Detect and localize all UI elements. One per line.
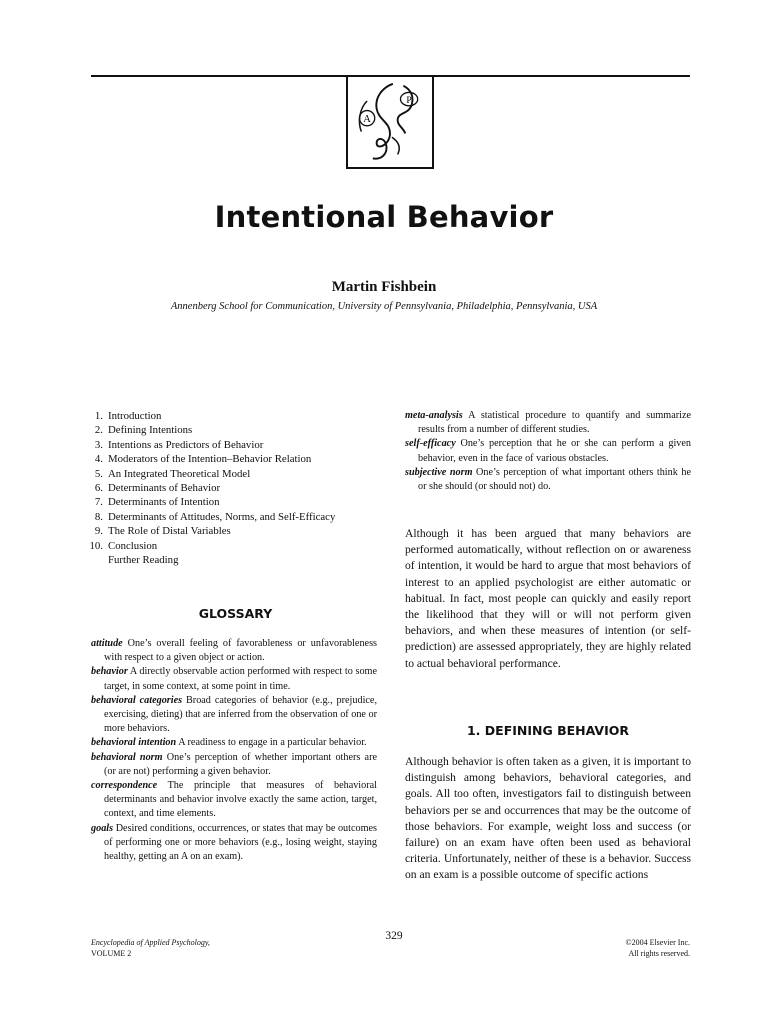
toc-item[interactable]: 9. The Role of Distal Variables [94,525,231,538]
glossary-list-continued [405,409,691,494]
glossary-entry: subjective norm One’s perception of what important others think he or she should (or should not) do. [405,466,691,493]
glossary-entry: correspondence The principle that measures of behavioral determinants and behavior involve exactly the same action, target, context, and time elements. [91,780,377,820]
toc-further-reading[interactable]: Further Reading [108,554,179,567]
glossary-entry: behavioral intention A readiness to engage in a particular behavior. [91,737,367,749]
toc-item[interactable]: 1. Introduction [94,410,162,422]
glossary-heading: GLOSSARY [198,606,273,621]
toc-item[interactable]: 6. Determinants of Behavior [94,482,221,495]
section-heading-defining-behavior: 1. DEFINING BEHAVIOR [466,723,630,738]
footer-volume: VOLUME 2 [91,949,132,958]
table-of-contents [89,409,379,567]
encyclopedia-face-logo-icon [346,77,434,169]
footer-rights-line: All rights reserved. [628,949,690,958]
footer-copyright-line: ©2004 Elsevier Inc. [625,938,690,947]
glossary-entry: attitude One’s overall feeling of favorableness or unfavorableness with respect to a given object or action. [91,638,377,664]
glossary-entry: behavioral norm One’s perception of whether important others are (or are not) performing a given behavior. [91,751,377,777]
page-number: 329 [385,930,403,942]
glossary-list [91,637,377,864]
toc-item[interactable]: 10. Conclusion [89,539,158,552]
toc-item[interactable]: 5. An Integrated Theoretical Model [94,467,251,480]
glossary-entry: behavioral categories Broad categories of behavior (e.g., prejudice, exercising, dieting) that are inferred from the observation of one or more behaviors. [91,694,377,735]
footer-encyclopedia: Encyclopedia of Applied Psychology, [91,938,210,947]
toc-item[interactable]: 3. Intentions as Predictors of Behavior [94,438,264,451]
section-paragraph: Although behavior is often taken as a given, it is important to distinguish among behaviors, behavioral categories, and goals. All too often, investigators fail to distinguish between behaviors per se and occurrences that may be the outcome of those behaviors. For example, weight loss and success (or failure) on an exam have often been used as behavioral criteria. Unfortunately, neither of these is a behavior. Success on an exam is a possible outcome of specific actions [405,755,691,882]
toc-item[interactable]: 7. Determinants of Intention [94,496,220,509]
intro-paragraph: Although it has been argued that many behaviors are performed automatically, without reflection on or awareness of intention, it would be hard to argue that most behaviors of interest to an applied psychologist are either automatic or habitual. In fact, most people can quickly and easily report the likelihood that they will or will not perform given behaviors, and when these measures of intention (or self-prediction) are assessed appropriately, they are highly related to actual behavioral performance. [405,527,691,670]
article-title: Intentional Behavior [214,200,554,234]
author-name: Martin Fishbein [331,279,437,295]
toc-item[interactable]: 8. Determinants of Attitudes, Norms, and Self-Efficacy [94,510,336,523]
glossary-entry: meta-analysis A statistical procedure to quantify and summarize results from a number of different studies. [405,410,691,436]
logo-letter-p: P [406,94,412,106]
footer-copyright [625,937,690,959]
glossary-entry: behavior A directly observable action performed with respect to some target, in some context, at some point in time. [91,666,377,692]
glossary-entry: self-efficacy One’s perception that he or she can perform a given behavior, even in the face of various obstacles. [405,438,691,464]
toc-item[interactable]: 4. Moderators of the Intention–Behavior Relation [94,453,312,466]
logo-letter-a: A [363,114,371,125]
toc-item[interactable]: 2. Defining Intentions [94,424,193,437]
author-affiliation: Annenberg School for Communication, University of Pennsylvania, Philadelphia, Pennsylvania, USA [170,301,598,312]
glossary-entry: goals Desired conditions, occurrences, or states that may be outcomes of performing one or more behaviors (e.g., losing weight, staying healthy, getting an A on an exam). [91,822,377,863]
